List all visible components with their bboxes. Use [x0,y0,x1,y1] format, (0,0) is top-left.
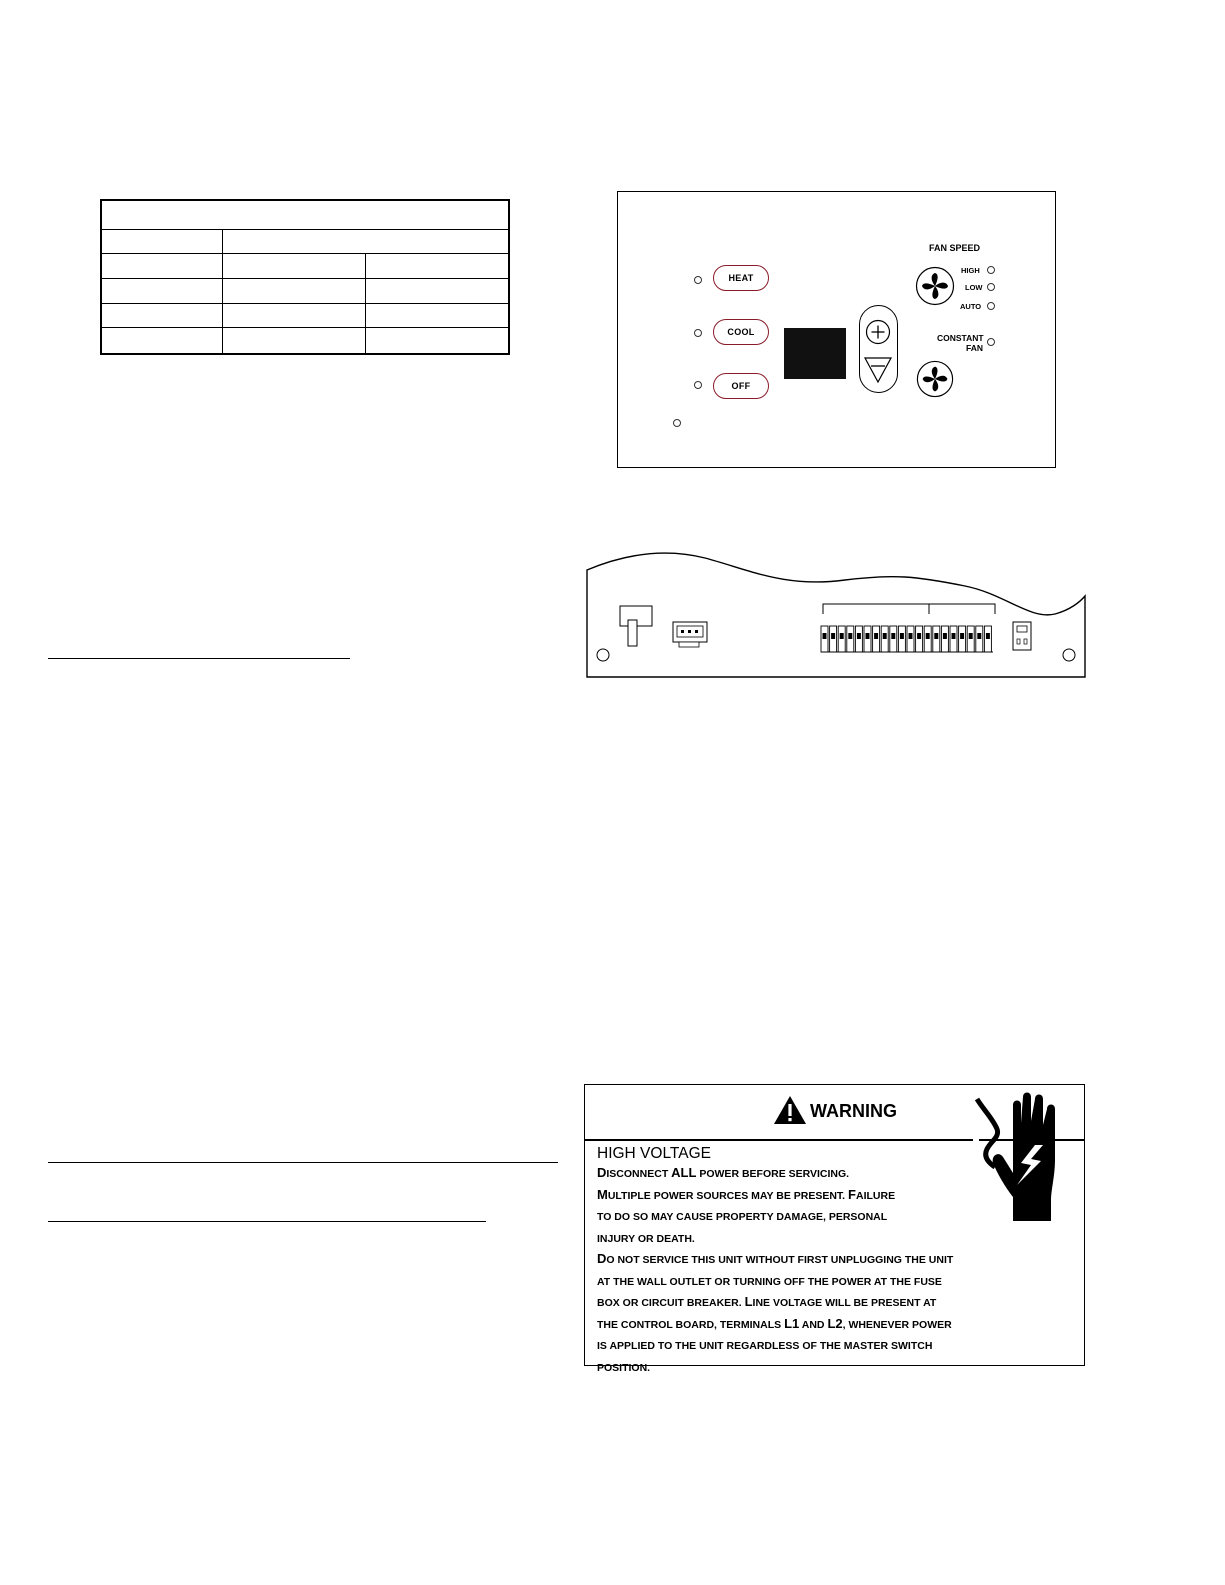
terminal-screw [831,633,835,639]
terminal-screw [909,633,913,639]
warning-text-run: THE CONTROL BOARD, TERMINALS [597,1318,785,1331]
warning-text-run: L [744,1294,753,1309]
warning-text-run: AILURE [855,1189,896,1202]
warning-line [597,1185,1077,1207]
warning-line [597,1357,1077,1379]
warning-text-run: ALL [671,1165,697,1180]
terminal-screw [969,633,973,639]
constant-fan-led [987,338,995,346]
terminal-screw [900,633,904,639]
table-rule [102,229,508,230]
warning-text-run: L1 [784,1315,800,1331]
warning-text-run: D [597,1251,607,1266]
warning-text-run: AND [799,1318,828,1331]
decrease-icon[interactable] [865,358,891,382]
table-column-rule [365,253,366,353]
table-rule [102,253,508,254]
mounting-hole [1063,649,1075,661]
table-rule [102,278,508,279]
warning-line [597,1249,1077,1271]
increase-icon[interactable] [867,321,890,344]
warning-text-run: TO DO SO MAY CAUSE PROPERTY DAMAGE, PERSONAL [597,1211,888,1223]
terminal-strip [821,626,993,652]
fan-speed-auto-label: AUTO [960,302,982,311]
table-rule [102,303,508,304]
section-rule [48,1221,486,1222]
constant-fan-label-line1: CONSTANT [937,333,984,343]
terminal-screw [917,633,921,639]
warning-line [597,1314,1077,1336]
warning-line [597,1335,1077,1357]
section-rule [48,658,350,659]
warning-text-run: INE VOLTAGE WILL BE PRESENT AT [752,1297,937,1309]
warning-text-run: ISCONNECT [606,1168,672,1180]
terminal-screw [926,633,930,639]
terminal-screw [883,633,887,639]
fan-speed-icon[interactable] [915,266,955,306]
terminal-screw [891,633,895,639]
warning-text-run: BOX OR CIRCUIT BREAKER. [597,1297,745,1309]
off-button[interactable]: OFF [713,373,769,399]
heat-indicator-led [694,276,702,284]
warning-text-run: IS APPLIED TO THE UNIT REGARDLESS OF THE MASTER SWITCH [597,1340,933,1352]
warning-text-run: ULTIPLE POWER SOURCES MAY BE PRESENT. [607,1189,849,1202]
board-outline [587,553,1085,677]
off-indicator-led [694,381,702,389]
control-board-diagram [585,550,1090,682]
warning-text-run: O NOT SERVICE THIS UNIT WITHOUT FIRST UNPLUGGING THE UNIT [606,1254,954,1266]
empty-specification-table [100,199,510,355]
warning-triangle-icon [773,1095,807,1125]
terminal-screw [848,633,852,639]
fan-speed-low-label: LOW [965,283,983,292]
terminal-screw [977,633,981,639]
warning-text-run: POSITION. [597,1361,651,1374]
fan-low-led [987,283,995,291]
warning-heading: HIGH VOLTAGE [597,1145,711,1162]
terminal-screw [943,633,947,639]
warning-title: WARNING [810,1101,897,1121]
mounting-hole [597,649,609,661]
warning-text-run: INJURY OR DEATH. [597,1232,695,1245]
warning-text [597,1163,1077,1378]
warning-line [597,1292,1077,1314]
constant-fan-icon[interactable] [916,360,954,398]
heat-button[interactable]: HEAT [713,265,769,291]
terminal-screw [840,633,844,639]
terminal-screw [960,633,964,639]
temperature-stepper[interactable] [859,305,898,393]
control-panel-diagram [617,191,1056,468]
warning-body [597,1144,1077,1378]
warning-text-run: , WHENEVER POWER [842,1318,952,1331]
terminal-screw [874,633,878,639]
cool-indicator-led [694,329,702,337]
warning-line [597,1228,1077,1250]
warning-line [597,1206,1077,1228]
terminal-screw [952,633,956,639]
jumper-connector [1013,622,1031,650]
warning-text-run: F [848,1186,856,1202]
warning-line [597,1271,1077,1293]
warning-text-run: L2 [827,1315,843,1331]
terminal-screw [934,633,938,639]
terminal-screw [866,633,870,639]
warning-line [597,1163,1077,1185]
warning-label [584,1084,1085,1374]
fan-speed-title: FAN SPEED [929,243,981,253]
stepper-icons [860,306,896,391]
warning-text-run: POWER BEFORE SERVICING. [696,1168,850,1180]
cool-button[interactable]: COOL [713,319,769,345]
table-column-rule [222,229,223,353]
terminal-screw [986,633,990,639]
fan-speed-high-label: HIGH [961,266,980,275]
status-led [673,419,681,427]
fan-auto-led [987,302,995,310]
warning-text-run: M [597,1186,608,1202]
section-rule [48,1162,558,1163]
table-rule [102,327,508,328]
fan-high-led [987,266,995,274]
warning-text-run: D [597,1165,607,1180]
constant-fan-label-line2: FAN [966,343,983,353]
temperature-display [784,328,846,379]
terminal-screw [857,633,861,639]
terminal-screw [823,633,827,639]
warning-text-run: AT THE WALL OUTLET OR TURNING OFF THE POWER AT THE FUSE [597,1275,942,1288]
